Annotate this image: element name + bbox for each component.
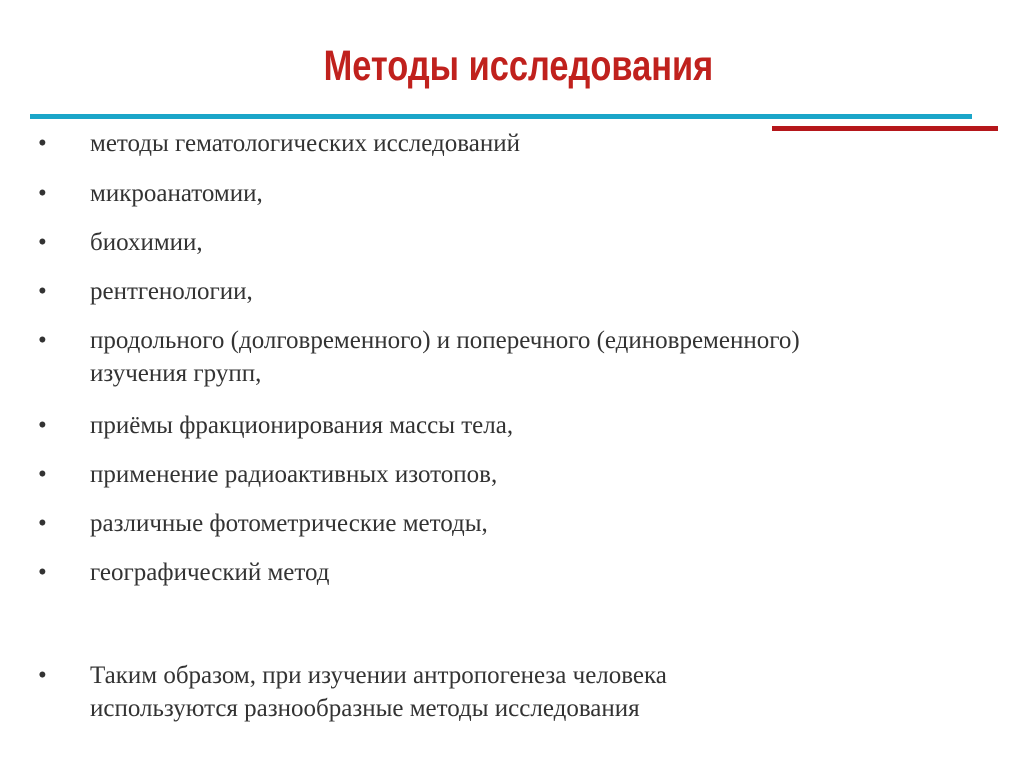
list-item-text: географический метод bbox=[90, 559, 330, 586]
list-item-text: рентгенологии, bbox=[90, 278, 253, 305]
bullet-icon: • bbox=[38, 662, 47, 689]
bullet-icon: • bbox=[38, 130, 47, 157]
list-item-text: биохимии, bbox=[90, 229, 203, 256]
bullet-icon: • bbox=[38, 180, 47, 207]
slide-title: Методы исследования bbox=[323, 42, 714, 90]
bullet-icon: • bbox=[38, 278, 47, 305]
list-item-text: продольного (долговременного) и поперечного (единовременного) изучения групп, bbox=[90, 327, 800, 387]
bullet-icon: • bbox=[38, 461, 47, 488]
bullet-icon: • bbox=[38, 327, 47, 354]
list-item-text: микроанатомии, bbox=[90, 180, 263, 207]
list-item-text: приёмы фракционирования массы тела, bbox=[90, 412, 514, 439]
bullet-icon: • bbox=[38, 412, 47, 439]
list-item-text: методы гематологических исследований bbox=[90, 130, 520, 157]
list-item-text: применение радиоактивных изотопов, bbox=[90, 461, 498, 488]
list-item-text: различные фотометрические методы, bbox=[90, 510, 488, 537]
list-item-text: Таким образом, при изучении антропогенеза человека используются разнообразные методы исследования bbox=[90, 662, 667, 722]
bullet-icon: • bbox=[38, 559, 47, 586]
bullet-icon: • bbox=[38, 229, 47, 256]
bullet-icon: • bbox=[38, 510, 47, 537]
